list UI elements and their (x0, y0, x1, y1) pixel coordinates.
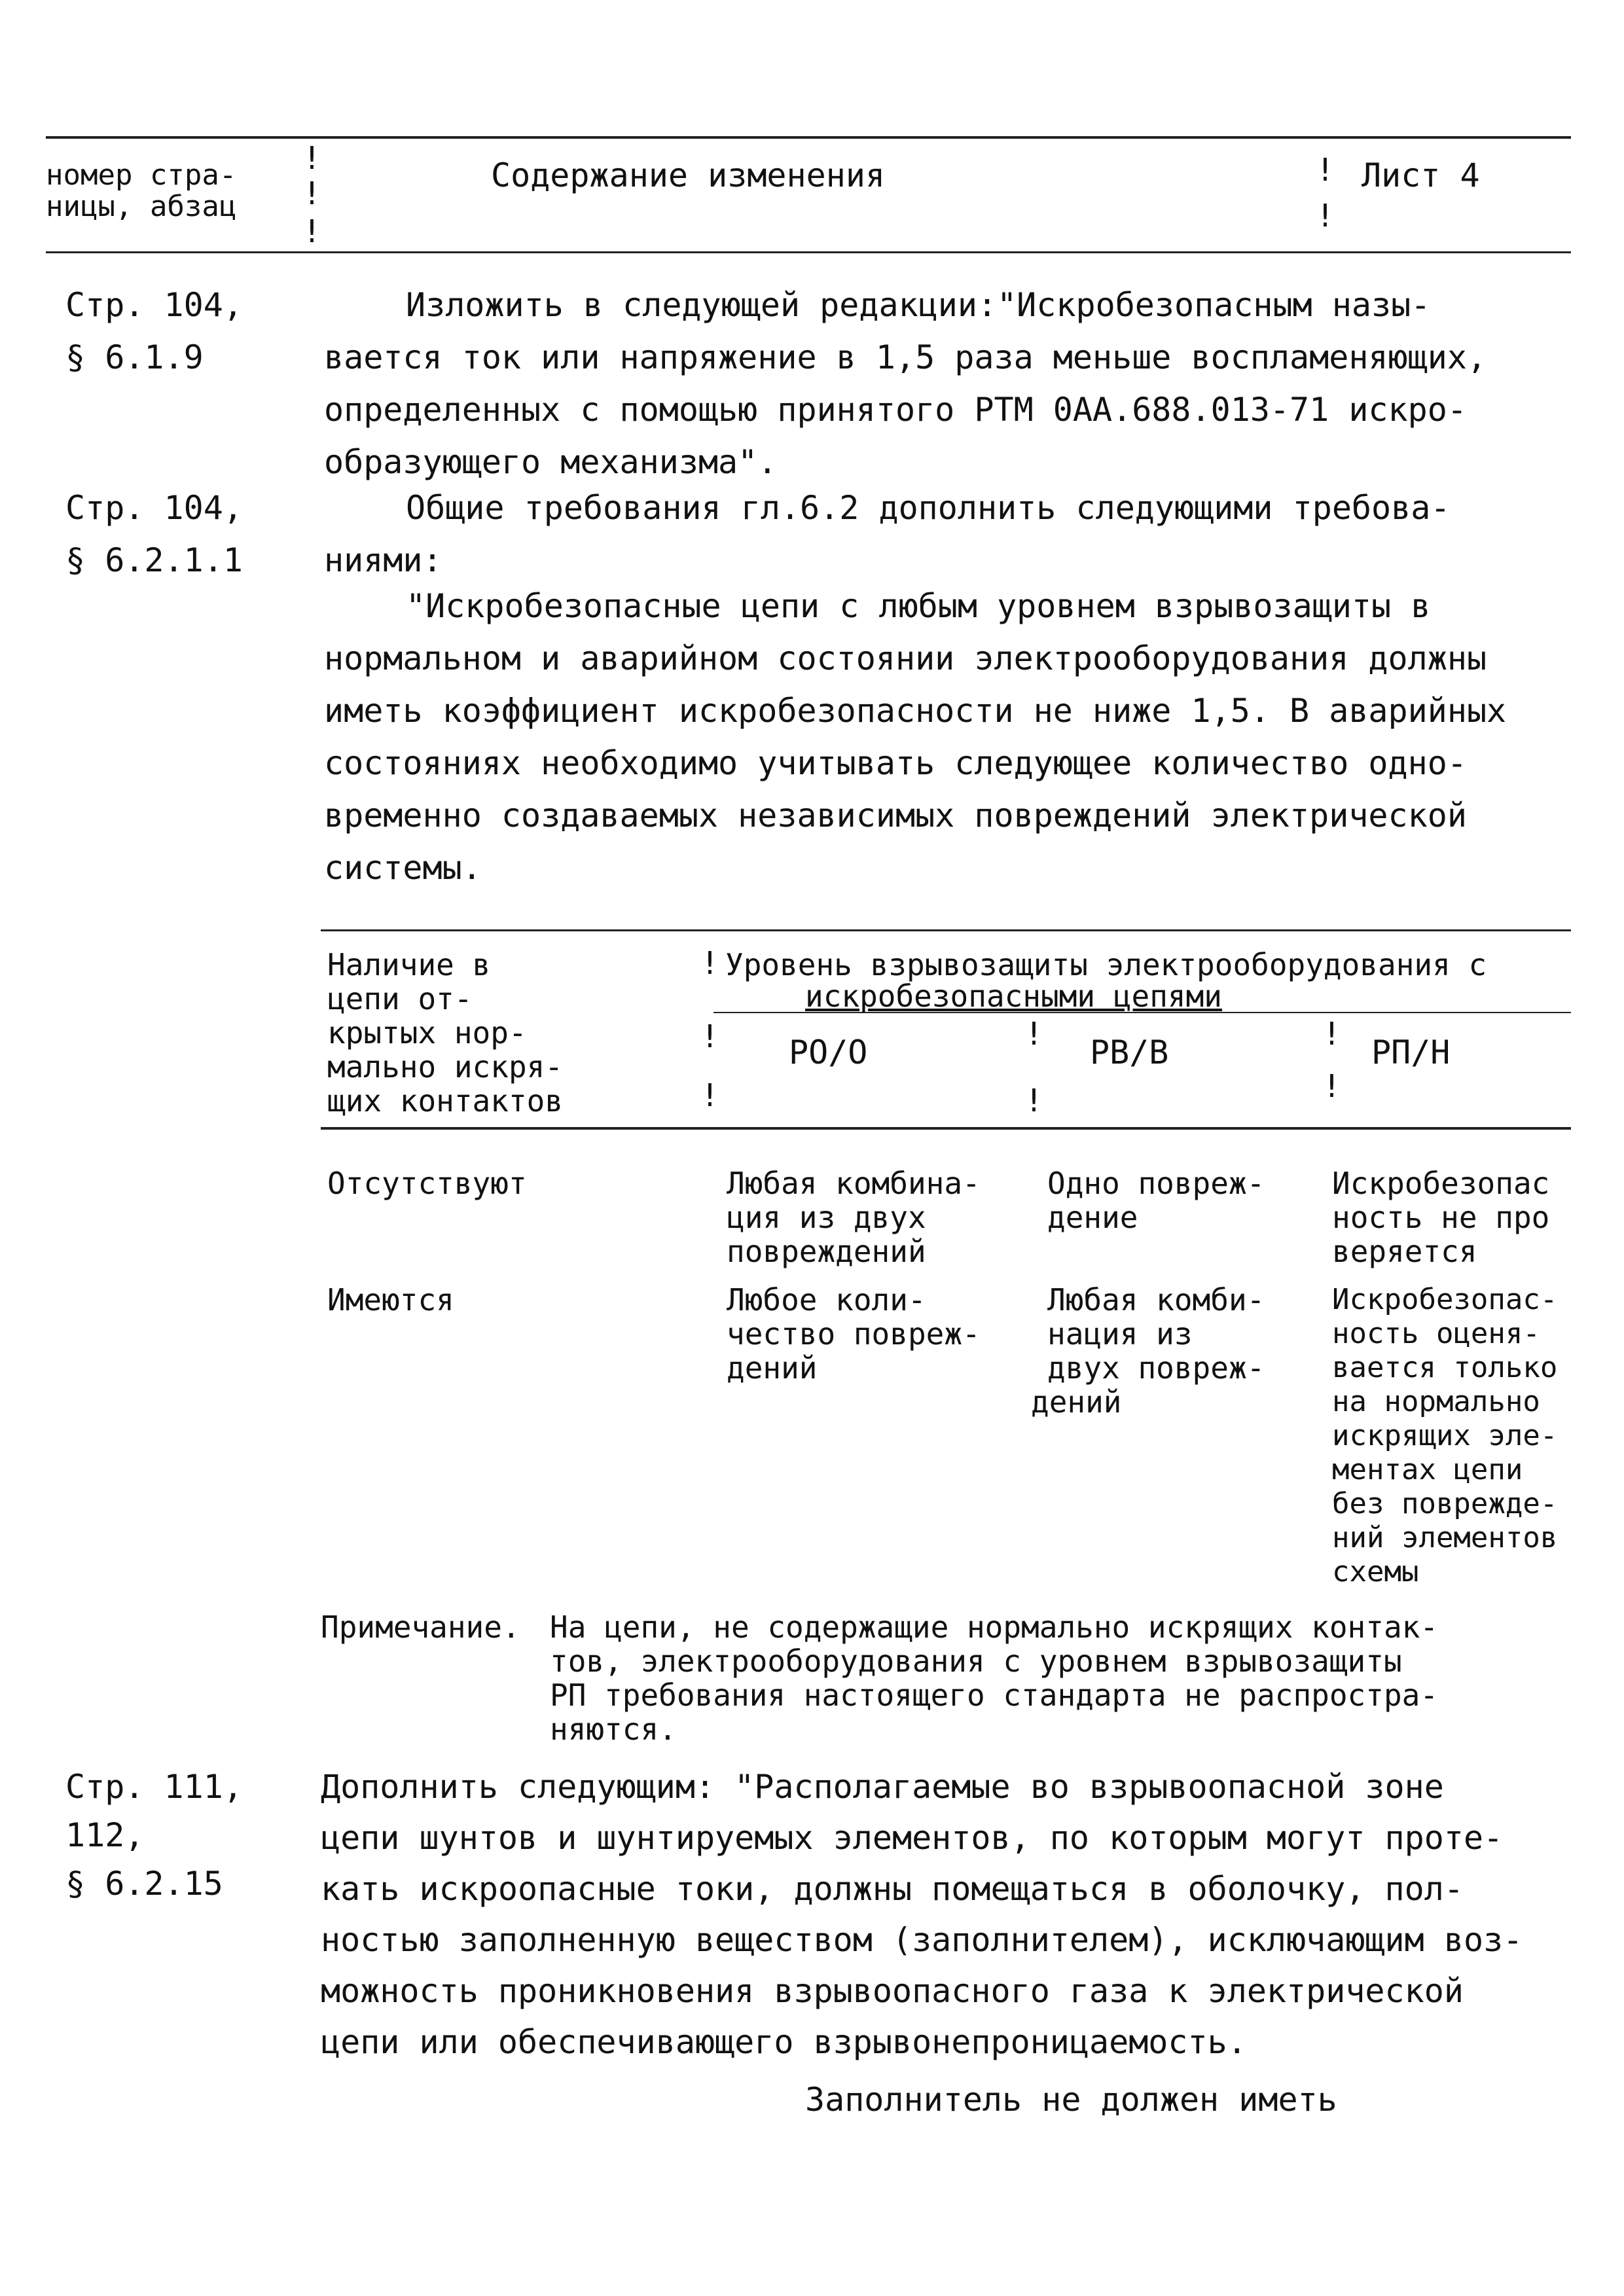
table-cell-line: Одно повреж- (1047, 1166, 1265, 1201)
entry-text-line: цепи или обеспечивающего взрывонепроницаемость. (321, 2023, 1247, 2061)
entry-text-line: определенных с помощью принятого РТМ 0АА.688.013-71 искро- (324, 391, 1467, 429)
table-cell-line: Любая комбина- (727, 1166, 981, 1201)
table-cell-line: без поврежде- (1332, 1487, 1558, 1520)
table-level-header: РП/Н (1371, 1033, 1451, 1071)
table-col1-header-line: крытых нор- (327, 1015, 527, 1050)
table-row-label: Отсутствуют (327, 1166, 527, 1201)
table-cell-line: дение (1047, 1200, 1138, 1235)
note-label: Примечание. (321, 1609, 520, 1645)
table-cell-line: нация из (1047, 1316, 1193, 1352)
note-line: тов, электрооборудования с уровнем взрывозащиты (550, 1643, 1402, 1679)
table-level-header: РО/О (789, 1033, 868, 1071)
header-bottom-rule (46, 251, 1571, 253)
table-separator: ! (700, 1077, 719, 1114)
table-col1-header-line: мально искря- (327, 1049, 564, 1085)
entry-text-line: Заполнитель не должен иметь (805, 2081, 1337, 2119)
table-col1-header-line: щих контактов (327, 1083, 564, 1119)
entry-text-line: образующего механизма". (324, 443, 778, 481)
table-level-header: РВ/В (1090, 1033, 1169, 1071)
table-col1-header-line: Наличие в (327, 947, 491, 982)
entry-text-line: Изложить в следующей редакции:"Искробезопасным назы- (406, 286, 1431, 324)
table-cell-line: ний элементов (1332, 1521, 1558, 1554)
entry-ref-line: § 6.2.15 (65, 1865, 223, 1903)
entry-text-line: Общие требования гл.6.2 дополнить следующими требова- (406, 489, 1451, 527)
table-separator: ! (1322, 1068, 1341, 1105)
table-separator: ! (1024, 1083, 1043, 1119)
note-line: На цепи, не содержащие нормально искрящих контак- (550, 1609, 1439, 1645)
entry-text-line: Дополнить следующим: "Располагаемые во взрывоопасной зоне (321, 1768, 1444, 1806)
table-separator: ! (1322, 1016, 1341, 1052)
table-cell-line: схемы (1332, 1555, 1419, 1588)
table-group-header-line: искробезопасными цепями (805, 978, 1222, 1014)
note-line: няются. (550, 1712, 677, 1747)
entry-text-line: ностью заполненную веществом (заполнителем), исключающим воз- (321, 1921, 1523, 1959)
table-cell-line: Искробезопас- (1332, 1283, 1558, 1316)
header-top-rule (46, 136, 1571, 139)
entry-text-line: кать искроопасные токи, должны помещаться в оболочку, пол- (321, 1870, 1464, 1908)
table-separator: ! (700, 1018, 719, 1055)
table-cell-line: искрящих эле- (1332, 1419, 1558, 1452)
entry-ref-line: 112, (65, 1816, 145, 1854)
table-group-header-line: Уровень взрывозащиты электрооборудования с (725, 947, 1487, 982)
header-separator: ! (302, 213, 321, 250)
table-cell-line: вается только (1332, 1351, 1558, 1384)
entry-text-line: "Искробезопасные цепи с любым уровнем взрывозащиты в (406, 587, 1431, 625)
entry-ref-line: § 6.1.9 (65, 338, 204, 376)
entry-text-line: системы. (324, 849, 482, 887)
table-cell-line: чество повреж- (727, 1316, 981, 1352)
header-col1-line2: ницы, абзац (46, 190, 237, 223)
entry-text-line: иметь коэффициент искробезопасности не ниже 1,5. В аварийных (324, 692, 1507, 730)
table-cell-line: ция из двух (727, 1200, 926, 1235)
entry-text-line: временно создаваемых независимых повреждений электрической (324, 797, 1467, 834)
table-header-bottom-rule (321, 1127, 1571, 1130)
entry-ref-line: Стр. 104, (65, 489, 243, 527)
table-cell-line: дений (727, 1350, 818, 1386)
entry-ref-line: Стр. 111, (65, 1768, 243, 1806)
table-cell-line: Любая комби- (1047, 1282, 1265, 1318)
table-cell-line: двух повреж- (1047, 1350, 1265, 1386)
table-cell-line: ность не про (1332, 1200, 1550, 1235)
note-line: РП требования настоящего стандарта не распростра- (550, 1677, 1439, 1713)
header-separator: ! (302, 140, 321, 177)
table-cell-line: Искробезопас (1332, 1166, 1550, 1201)
entry-text-line: нормальном и аварийном состоянии электрооборудования должны (324, 639, 1487, 677)
table-cell-line: повреждений (727, 1234, 926, 1269)
header-contents-title: Содержание изменения (491, 156, 886, 194)
header-sheet-number: Лист 4 (1362, 156, 1480, 194)
table-col1-header-line: цепи от- (327, 981, 473, 1016)
entry-text-line: вается ток или напряжение в 1,5 раза меньше воспламеняющих, (324, 338, 1487, 376)
header-separator: ! (1316, 198, 1335, 234)
entry-text-line: состояниях необходимо учитывать следующее количество одно- (324, 744, 1467, 782)
entry-text-line: цепи шунтов и шунтируемых элементов, по которым могут проте- (321, 1819, 1504, 1857)
table-cell-line: на нормально (1332, 1385, 1540, 1418)
table-separator: ! (1024, 1016, 1043, 1052)
entry-text-line: можность проникновения взрывоопасного газа к электрической (321, 1972, 1464, 2010)
entry-ref-line: § 6.2.1.1 (65, 541, 243, 579)
entry-ref-line: Стр. 104, (65, 286, 243, 324)
table-top-rule (321, 929, 1571, 931)
header-separator: ! (1316, 152, 1335, 188)
header-col1-line1: номер стра- (46, 158, 237, 192)
table-cell-line: ность оценя- (1332, 1317, 1540, 1350)
table-cell-line: ментах цепи (1332, 1453, 1523, 1486)
table-cell-line: Любое коли- (727, 1282, 926, 1318)
header-separator: ! (302, 175, 321, 212)
entry-text-line: ниями: (324, 541, 442, 579)
table-cell-line: веряется (1332, 1234, 1477, 1269)
table-separator: ! (700, 945, 719, 982)
table-row-label: Имеются (327, 1282, 454, 1318)
table-cell-line: дений (1031, 1384, 1122, 1420)
